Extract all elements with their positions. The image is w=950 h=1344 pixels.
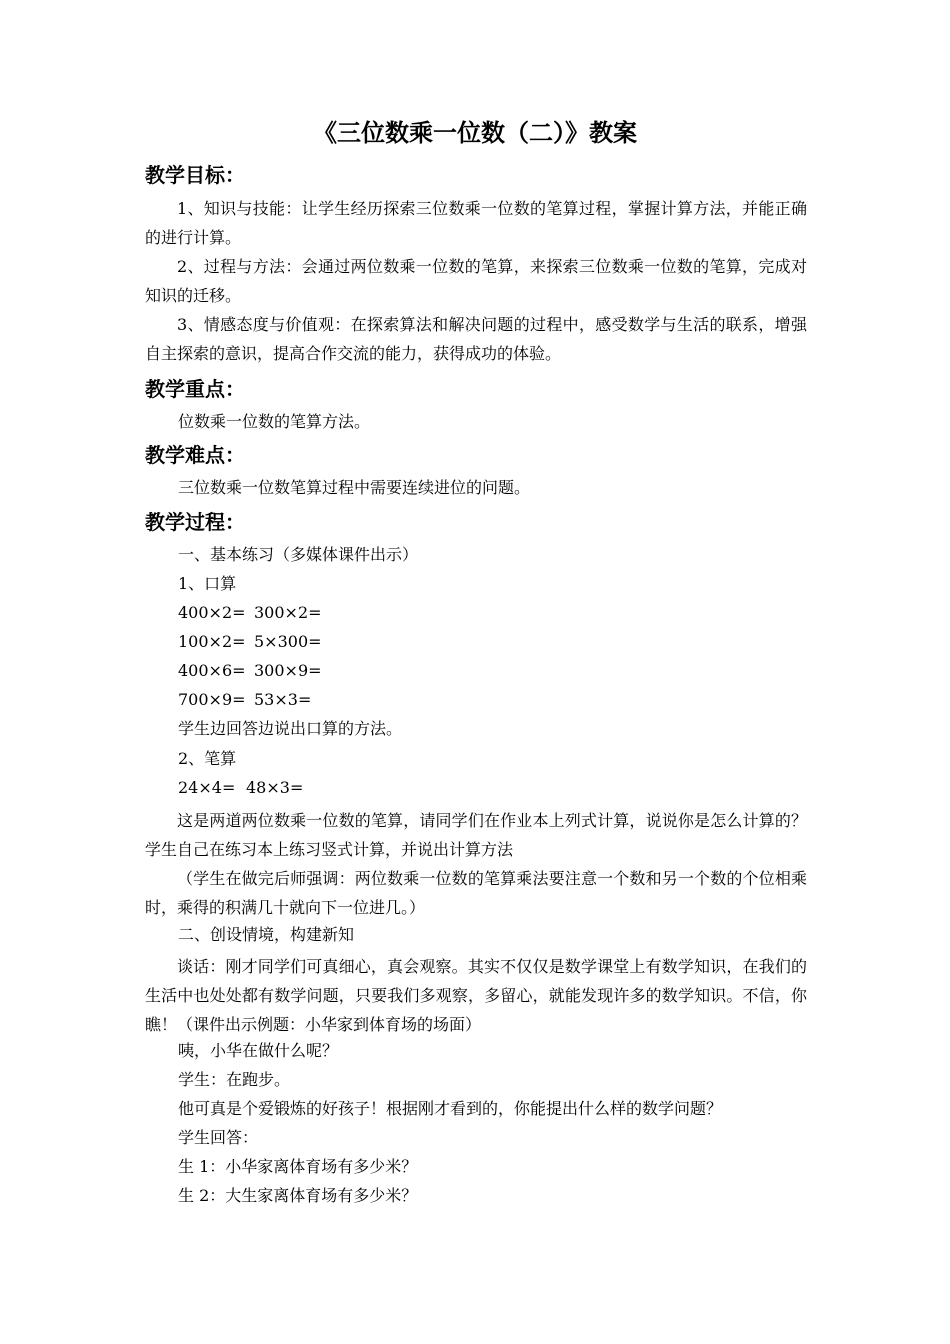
dialogue-line: 咦，小华在做什么呢？ <box>178 1041 339 1060</box>
dialogue-line: 生 1：小华家离体育场有多少米？ <box>178 1157 418 1176</box>
dialogue-line: 学生：在跑步。 <box>178 1070 291 1089</box>
talk-paragraph: 谈话：刚才同学们可真细心，真会观察。其实不仅仅是数学课堂上有数学知识，在我们的生活中也处处都有数学问题，只要我们多观察，多留心，就能发现许多的数学知识。不信，你瞧！（课件出示例题：小华家到体育场的场面） <box>145 957 807 1034</box>
written-item: 24×4= <box>178 778 236 797</box>
key-point-text: 位数乘一位数的笔算方法。 <box>178 412 371 431</box>
heading-key-point: 教学重点： <box>145 377 245 401</box>
oral-item: 5×300= <box>254 632 322 651</box>
oral-note: 学生边回答边说出口算的方法。 <box>178 719 403 738</box>
goal-knowledge: 1、知识与技能：让学生经历探索三位数乘一位数的笔算过程，掌握计算方法，并能正确的进行计算。 <box>145 199 807 247</box>
dialogue-line: 他可真是个爱锻炼的好孩子！根据刚才看到的，你能提出什么样的数学问题？ <box>178 1099 723 1118</box>
heading-process: 教学过程： <box>145 510 245 534</box>
goal-attitude: 3、情感态度与价值观：在探索算法和解决问题的过程中，感受数学与生活的联系，增强自主探索的意识，提高合作交流的能力，获得成功的体验。 <box>145 315 807 363</box>
difficulty-text: 三位数乘一位数笔算过程中需要连续进位的问题。 <box>178 478 531 497</box>
document-title: 《三位数乘一位数（二）》教案 <box>313 118 637 147</box>
oral-item: 400×6= <box>178 661 246 680</box>
oral-item: 53×3= <box>254 690 312 709</box>
written-note: 这是两道两位数乘一位数的笔算，请同学们在作业本上列式计算，说说你是怎么计算的？学生自己在练习本上练习竖式计算，并说出计算方法 <box>145 811 807 859</box>
oral-item: 300×9= <box>254 661 322 680</box>
heading-teaching-goals: 教学目标： <box>145 163 245 187</box>
written-item: 48×3= <box>246 778 304 797</box>
part1-heading: 一、基本练习（多媒体课件出示） <box>178 545 419 564</box>
part2-heading: 二、创设情境，构建新知 <box>178 925 355 944</box>
heading-difficulty: 教学难点： <box>145 443 245 467</box>
oral-item: 300×2= <box>254 603 322 622</box>
dialogue-line: 学生回答： <box>178 1128 259 1147</box>
oral-label: 1、口算 <box>178 574 237 593</box>
oral-item: 400×2= <box>178 603 246 622</box>
written-label: 2、笔算 <box>178 749 237 768</box>
dialogue-line: 生 2：大生家离体育场有多少米？ <box>178 1186 418 1205</box>
oral-item: 700×9= <box>178 690 246 709</box>
oral-item: 100×2= <box>178 632 246 651</box>
teacher-note: （学生在做完后师强调：两位数乘一位数的笔算乘法要注意一个数和另一个数的个位相乘时，乘得的积满几十就向下一位进几。） <box>145 869 807 917</box>
goal-process: 2、过程与方法：会通过两位数乘一位数的笔算，来探索三位数乘一位数的笔算，完成对知识的迁移。 <box>145 257 807 305</box>
